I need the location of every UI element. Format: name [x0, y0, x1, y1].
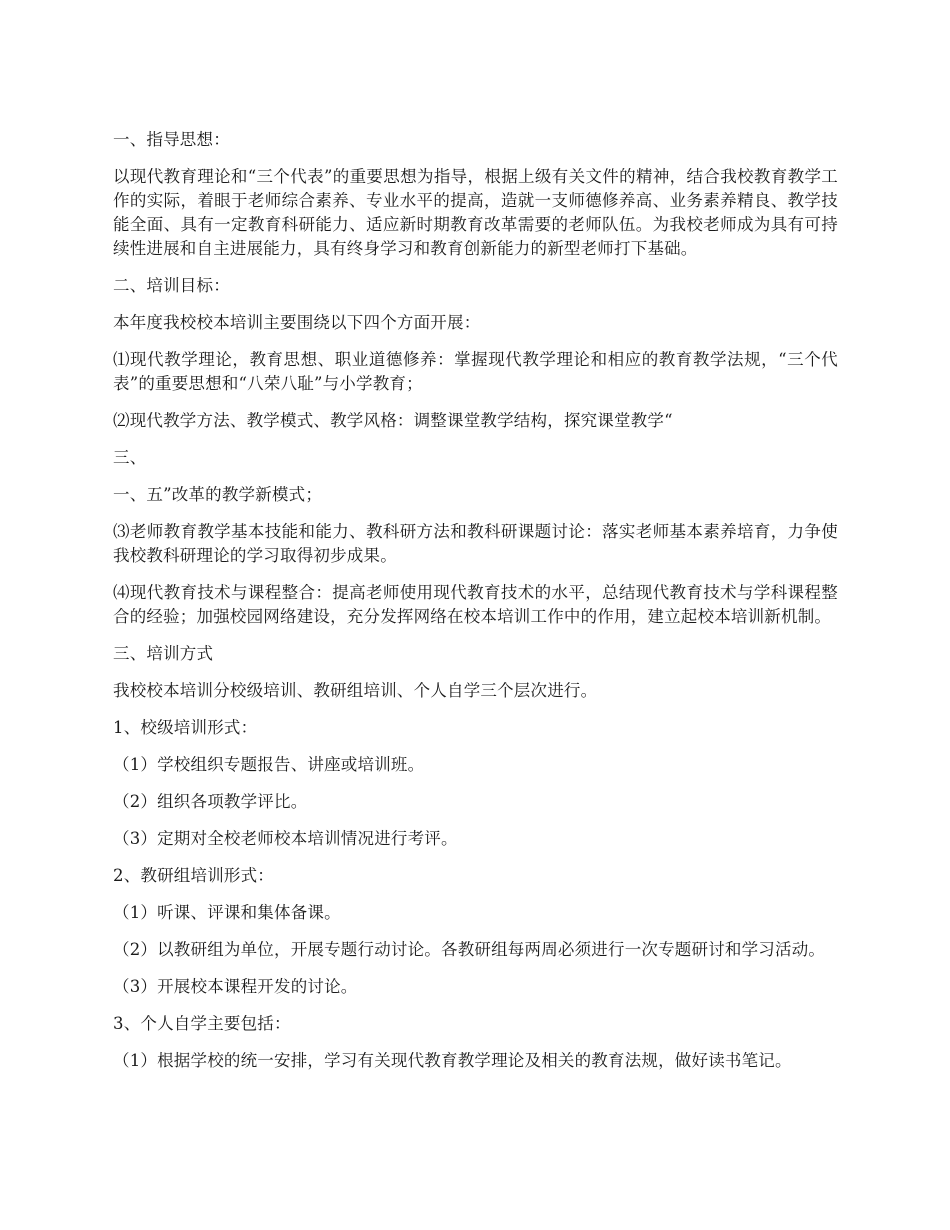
list-item-school-3: （3）定期对全校老师校本培训情况进行考评。	[113, 829, 458, 848]
list-item-goal-2: ⑵现代教学方法、教学模式、教学风格：调整课堂教学结构，探究课堂教学“	[113, 411, 673, 430]
list-item-school-2: （2）组织各项教学评比。	[113, 792, 308, 811]
subheading-school-level: 1、校级培训形式：	[113, 718, 258, 737]
list-item-group-3: （3）开展校本课程开发的讨论。	[113, 977, 358, 996]
paragraph-goals-intro: 本年度我校校本培训主要围绕以下四个方面开展：	[113, 313, 481, 332]
list-item-group-2: （2）以教研组为单位，开展专题行动讨论。各教研组每两周必须进行一次专题研讨和学习活动。	[113, 940, 826, 959]
list-item-school-1: （1）学校组织专题报告、讲座或培训班。	[113, 755, 425, 774]
paragraph-methods-intro: 我校校本培训分校级培训、教研组培训、个人自学三个层次进行。	[113, 681, 598, 700]
section-heading-training-goals: 二、培训目标：	[113, 276, 230, 295]
section-heading-training-methods: 三、培训方式	[113, 644, 214, 663]
list-item-goal-3: ⑶老师教育教学基本技能和能力、教科研方法和教科研课题讨论：落实老师基本素养培育，力争使我校教科研理论的学习取得初步成果。	[113, 522, 838, 565]
subheading-teaching-group: 2、教研组培训形式：	[113, 866, 274, 885]
list-item-goal-1: ⑴现代教学理论，教育思想、职业道德修养：掌握现代教学理论和相应的教育教学法规，“三个代表”的重要思想和“八荣八耻”与小学教育；	[113, 350, 838, 393]
list-item-goal-4: ⑷现代教育技术与课程整合：提高老师使用现代教育技术的水平，总结现代教育技术与学科课程整合的经验；加强校园网络建设，充分发挥网络在校本培训工作中的作用，建立起校本培训新机制。	[113, 583, 838, 626]
document-page	[113, 128, 838, 1086]
paragraph-guiding-ideology: 以现代教育理论和“三个代表”的重要思想为指导，根据上级有关文件的精神，结合我校教育教学工作的实际，着眼于老师综合素养、专业水平的提高，造就一支师德修养高、业务素养精良、教学技能全面、具有一定教育科研能力、适应新时期教育改革需要的老师队伍。为我校老师成为具有可持续性进展和自主进展能力，具有终身学习和教育创新能力的新型老师打下基础。	[113, 167, 838, 258]
section-heading-guiding-ideology: 一、指导思想：	[113, 130, 230, 149]
subheading-self-study: 3、个人自学主要包括：	[113, 1014, 291, 1033]
paragraph-fragment-reform: 一、五”改革的教学新模式；	[113, 485, 323, 504]
paragraph-fragment-three: 三、	[113, 448, 147, 467]
list-item-group-1: （1）听课、评课和集体备课。	[113, 903, 341, 922]
list-item-self-1: （1）根据学校的统一安排，学习有关现代教育教学理论及相关的教育法规，做好读书笔记。	[113, 1051, 792, 1070]
